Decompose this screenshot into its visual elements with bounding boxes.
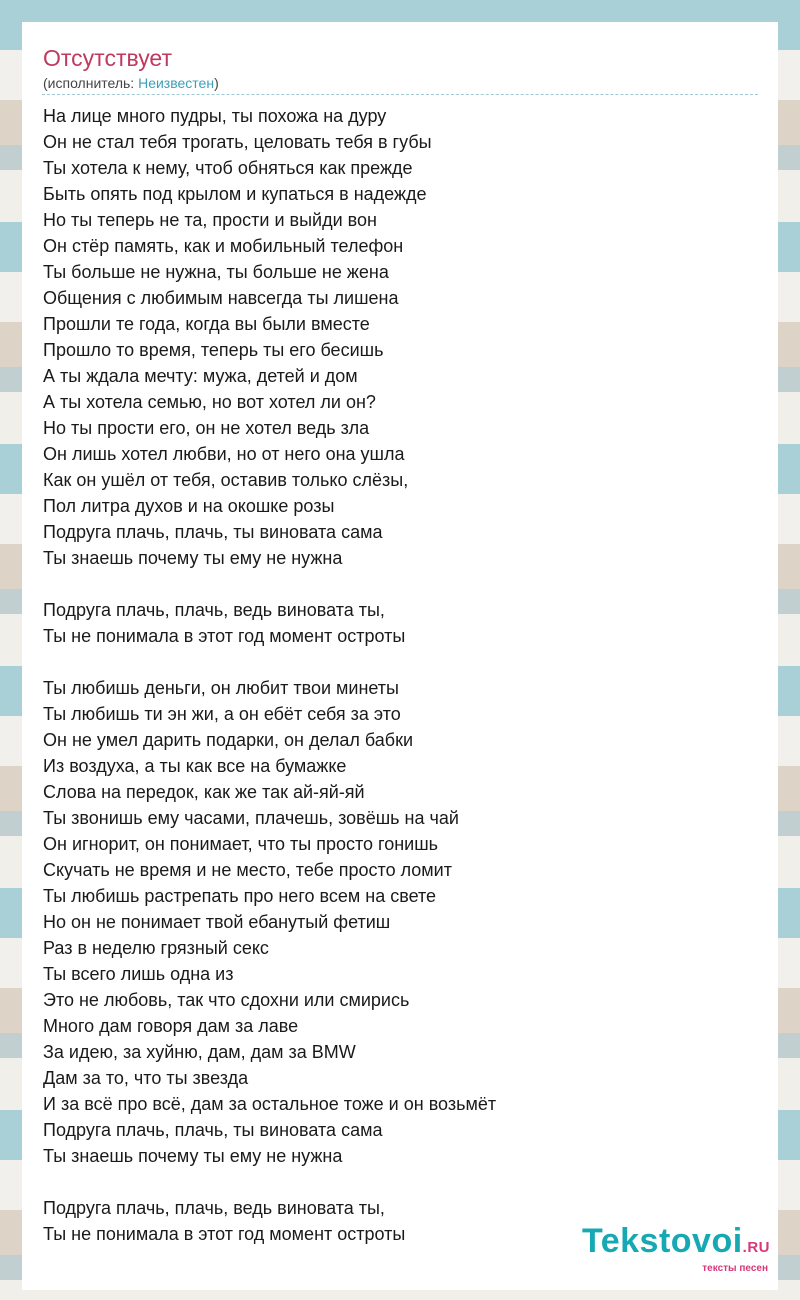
lyric-line: Он стёр память, как и мобильный телефон (43, 236, 404, 256)
lyric-line: Он не стал тебя трогать, целовать тебя в губы (43, 132, 432, 152)
stanza-break (43, 649, 763, 675)
lyric-line: Он игнорит, он понимает, что ты просто гонишь (43, 834, 439, 854)
lyric-line: Раз в неделю грязный секс (43, 938, 269, 958)
lyric-line: Ты всего лишь одна из (43, 964, 234, 984)
lyric-line: Но ты прости его, он не хотел ведь зла (43, 418, 370, 438)
lyric-line: Ты любишь растрепать про него всем на свете (43, 886, 437, 906)
lyric-line: Быть опять под крылом и купаться в надежде (43, 184, 427, 204)
lyric-line: Подруга плачь, плачь, ты виновата сама (43, 1120, 383, 1140)
lyrics-text (43, 103, 763, 1247)
lyric-line: Ты больше не нужна, ты больше не жена (43, 262, 389, 282)
site-logo[interactable] (582, 1223, 770, 1274)
stanza-break (43, 571, 763, 597)
lyric-line: Но он не понимает твой ебанутый фетиш (43, 912, 391, 932)
lyric-line: Он не умел дарить подарки, он делал бабки (43, 730, 414, 750)
performer-close: ) (214, 75, 219, 91)
lyric-line: Много дам говоря дам за лаве (43, 1016, 299, 1036)
lyric-line: Ты хотела к нему, чтоб обняться как прежде (43, 158, 413, 178)
lyric-line: Слова на передок, как же так ай-яй-яй (43, 782, 365, 802)
lyric-line: А ты хотела семью, но вот хотел ли он? (43, 392, 376, 412)
lyric-line: А ты ждала мечту: мужа, детей и дом (43, 366, 358, 386)
performer-label: (исполнитель: (43, 75, 139, 91)
lyric-line: Из воздуха, а ты как все на бумажке (43, 756, 347, 776)
lyrics-card (22, 22, 778, 1290)
lyric-line: Ты не понимала в этот год момент остроты (43, 626, 406, 646)
lyric-line: На лице много пудры, ты похожа на дуру (43, 106, 387, 126)
performer-line (43, 74, 219, 92)
lyric-line: Подруга плачь, плачь, ведь виновата ты, (43, 600, 385, 620)
logo-domain: .RU (742, 1239, 770, 1256)
lyric-line: За идею, за хуйню, дам, дам за BMW (43, 1042, 356, 1062)
logo-tagline: тексты песен (702, 1263, 768, 1274)
lyric-line: Подруга плачь, плачь, ты виновата сама (43, 522, 383, 542)
lyric-line: Подруга плачь, плачь, ведь виновата ты, (43, 1198, 385, 1218)
lyric-line: Ты знаешь почему ты ему не нужна (43, 1146, 343, 1166)
lyric-line: Ты любишь деньги, он любит твои минеты (43, 678, 399, 698)
lyric-line: Ты знаешь почему ты ему не нужна (43, 548, 343, 568)
lyric-line: Прошли те года, когда вы были вместе (43, 314, 370, 334)
lyric-line: Но ты теперь не та, прости и выйди вон (43, 210, 377, 230)
lyric-line: Общения с любимым навсегда ты лишена (43, 288, 399, 308)
lyric-line: Скучать не время и не место, тебе просто ломит (43, 860, 452, 880)
lyric-line: Ты не понимала в этот год момент остроты (43, 1224, 406, 1244)
performer-link[interactable]: Неизвестен (138, 75, 215, 91)
stanza-break (43, 1169, 763, 1195)
lyric-line: И за всё про всё, дам за остальное тоже и он возьмёт (43, 1094, 497, 1114)
lyric-line: Это не любовь, так что сдохни или смирись (43, 990, 410, 1010)
lyric-line: Дам за то, что ты звезда (43, 1068, 249, 1088)
song-title: Отсутствует (43, 45, 172, 71)
lyric-line: Ты звонишь ему часами, плачешь, зовёшь на чай (43, 808, 459, 828)
lyric-line: Ты любишь ти эн жи, а он ебёт себя за это (43, 704, 401, 724)
lyric-line: Прошло то время, теперь ты его бесишь (43, 340, 384, 360)
header-divider (42, 94, 758, 95)
lyric-line: Как он ушёл от тебя, оставив только слёзы, (43, 470, 409, 490)
logo-name: Tekstovoi (581, 1222, 743, 1260)
lyric-line: Он лишь хотел любви, но от него она ушла (43, 444, 405, 464)
lyric-line: Пол литра духов и на окошке розы (43, 496, 335, 516)
